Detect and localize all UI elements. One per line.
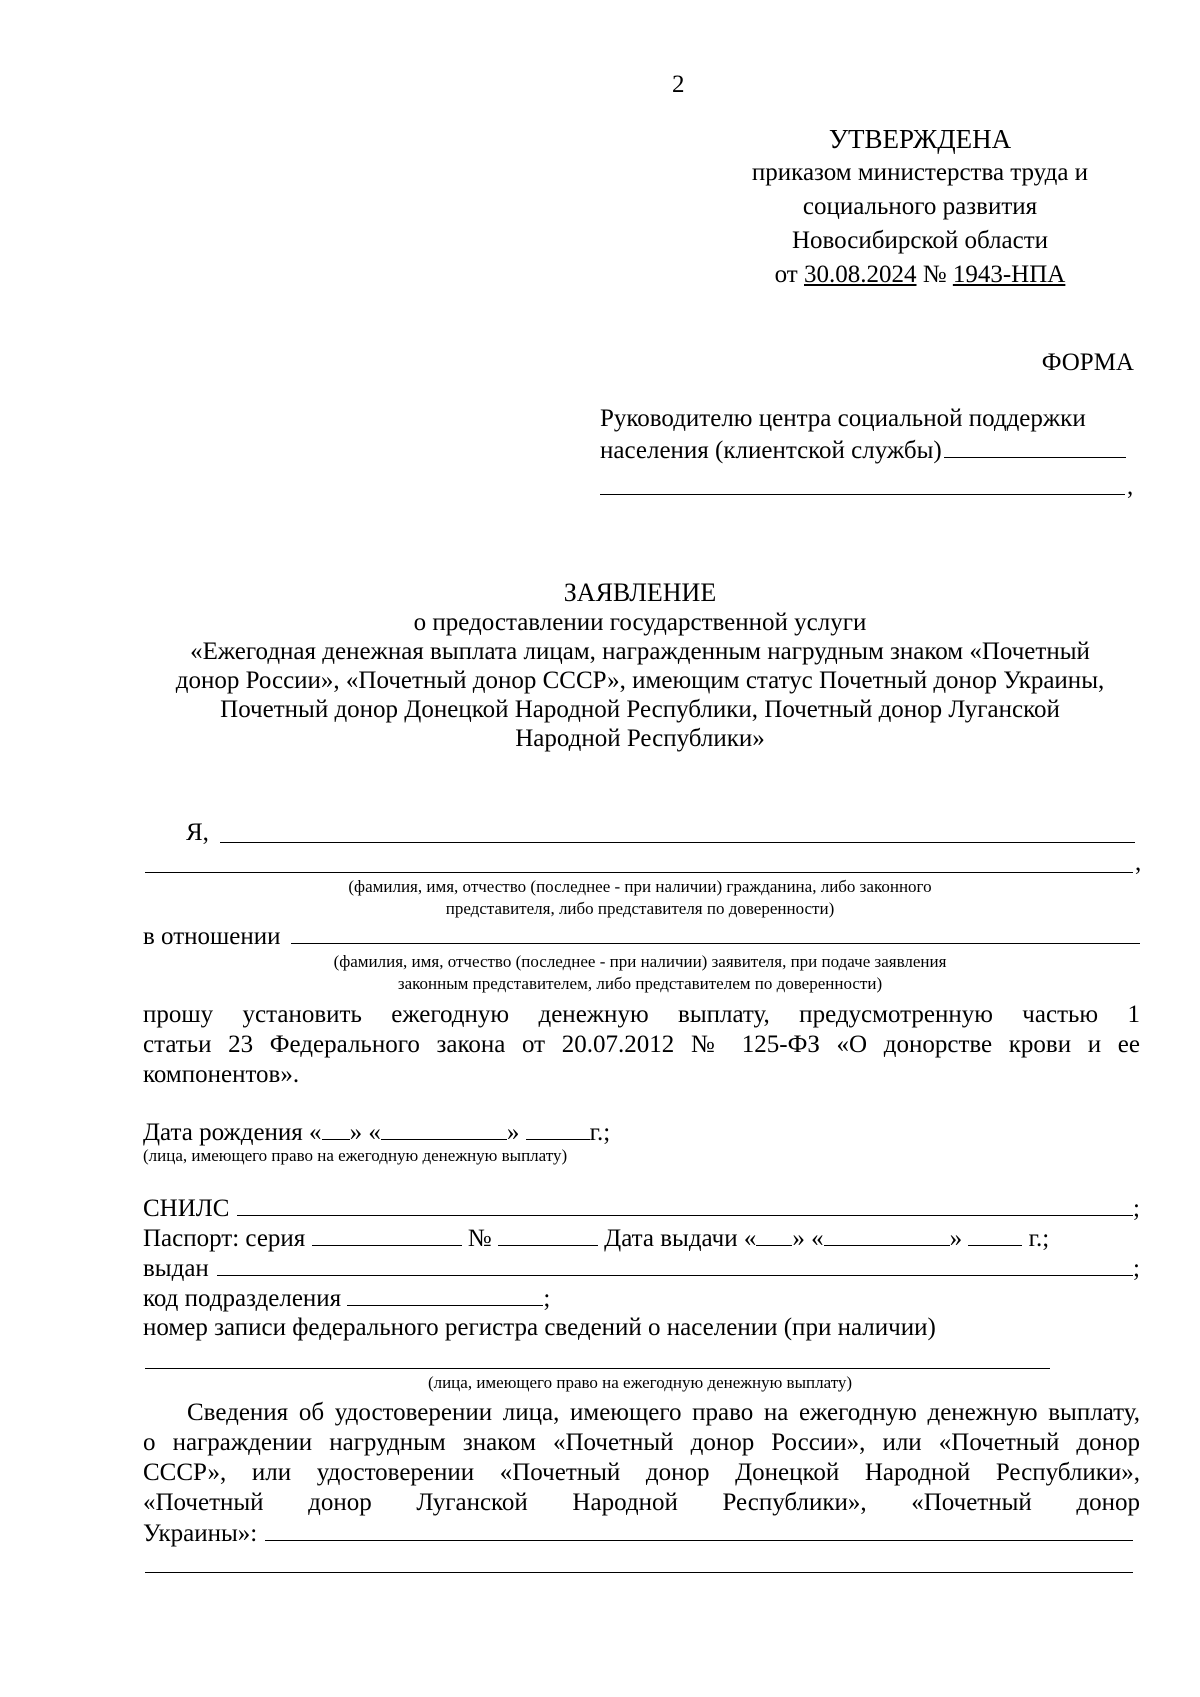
birth-day-field[interactable]	[322, 1117, 350, 1140]
division-label: код подразделения	[143, 1285, 342, 1312]
approval-date-line	[700, 260, 1140, 294]
statement-subtitle-line3: донор России», «Почетный донор СССР», имеющим статус Почетный донор Украины,	[175, 667, 1105, 694]
birth-date-label: Дата рождения «	[143, 1119, 322, 1146]
approval-block	[700, 124, 1140, 294]
addressee-comma: ,	[1127, 473, 1134, 500]
request-paragraph	[143, 1000, 1140, 1090]
register-hint: (лица, имеющего право на ежегодную денежную выплату)	[427, 1373, 853, 1392]
approval-number-sign: №	[922, 261, 947, 288]
request-line2: статьи 23 Федерального закона от 20.07.2012 № 125-ФЗ «О донорстве крови и ее	[143, 1031, 1140, 1058]
statement-subtitle-line4: Почетный донор Донецкой Народной Республики, Почетный донор Луганской	[220, 696, 1060, 723]
birth-year-field[interactable]	[526, 1117, 590, 1140]
approval-date: 30.08.2024	[804, 261, 917, 288]
applicant-name-field-continued[interactable]	[145, 872, 1133, 873]
snils-label: СНИЛС	[143, 1195, 230, 1222]
certificate-field-continued[interactable]	[145, 1572, 1133, 1573]
statement-title: ЗАЯВЛЕНИЕ	[563, 578, 717, 607]
applicant-hint	[145, 876, 1135, 920]
request-line1: прошу установить ежегодную денежную выплату, предусмотренную частью 1	[143, 1001, 1140, 1028]
passport-line	[143, 1223, 1049, 1254]
certificate-line5	[143, 1518, 1133, 1548]
statement-subtitle-line5: Народной Республики»	[515, 725, 765, 752]
birth-quote2: »	[506, 1119, 520, 1146]
applicant-name-field[interactable]	[220, 842, 1135, 843]
passport-quote1: » «	[792, 1225, 824, 1252]
approval-number: 1943-НПА	[952, 261, 1066, 288]
certificate-line4: «Почетный донор Луганской Народной Республики», «Почетный донор	[143, 1489, 1140, 1516]
relation-hint	[145, 951, 1135, 995]
applicant-comma: ,	[1135, 849, 1142, 876]
passport-date-label: Дата выдачи «	[604, 1225, 757, 1252]
issued-line	[143, 1253, 1140, 1284]
approval-line1: приказом министерства труда и	[751, 159, 1089, 186]
certificate-line5-text: Украины»:	[143, 1520, 258, 1547]
passport-year-suffix: г.;	[1028, 1225, 1050, 1252]
applicant-prefix: Я,	[186, 819, 209, 846]
addressee-service-field[interactable]	[944, 435, 1126, 458]
birth-year-suffix: г.;	[589, 1119, 611, 1146]
addressee-line2	[600, 435, 1126, 466]
birth-hint: (лица, имеющего право на ежегодную денежную выплату)	[143, 1146, 568, 1165]
passport-series-field[interactable]	[312, 1223, 462, 1246]
register-line: номер записи федерального регистра сведений о населении (при наличии)	[143, 1314, 936, 1341]
addressee-name-field[interactable]	[600, 494, 1125, 495]
passport-number-sign: №	[467, 1225, 492, 1252]
passport-year-field[interactable]	[968, 1223, 1022, 1246]
certificate-line2: о награждении нагрудным знаком «Почетный донор России», или «Почетный донор	[143, 1429, 1140, 1456]
statement-subtitle-line1: о предоставлении государственной услуги	[413, 609, 867, 636]
snils-end: ;	[1133, 1195, 1140, 1222]
certificate-line3: СССР», или удостоверении «Почетный донор Донецкой Народной Республики»,	[143, 1459, 1140, 1486]
issued-field[interactable]	[217, 1253, 1133, 1276]
snils-line	[143, 1193, 1140, 1224]
approval-line3: Новосибирской области	[791, 227, 1049, 254]
passport-number-field[interactable]	[498, 1223, 598, 1246]
division-end: ;	[543, 1285, 551, 1312]
relation-hint-line2: законным представителем, либо представителем по доверенности)	[397, 974, 883, 993]
register-number-field[interactable]	[145, 1368, 1050, 1369]
birth-quote1: » «	[349, 1119, 381, 1146]
form-label: ФОРМА	[1041, 349, 1134, 376]
addressee-line2-text: населения (клиентской службы)	[600, 437, 942, 464]
issued-end: ;	[1133, 1255, 1140, 1282]
certificate-field[interactable]	[265, 1518, 1133, 1541]
approval-line2: социального развития	[802, 193, 1038, 220]
division-line	[143, 1283, 550, 1314]
passport-month-field[interactable]	[824, 1223, 950, 1246]
snils-field[interactable]	[237, 1193, 1133, 1216]
birth-date-line	[143, 1117, 610, 1148]
passport-day-field[interactable]	[756, 1223, 792, 1246]
request-line3: компонентов».	[143, 1061, 300, 1088]
relation-prefix: в отношении	[143, 923, 281, 950]
statement-subtitle-line2: «Ежегодная денежная выплата лицам, награжденным нагрудным знаком «Почетный	[190, 638, 1090, 665]
certificate-line1: Сведения об удостоверении лица, имеющего право на ежегодную денежную выплату,	[187, 1399, 1140, 1426]
passport-quote2: »	[949, 1225, 963, 1252]
applicant-hint-line2: представителя, либо представителя по доверенности)	[445, 899, 835, 918]
applicant-hint-line1: (фамилия, имя, отчество (последнее - при наличии) гражданина, либо законного	[348, 877, 932, 896]
approval-date-prefix: от	[774, 261, 798, 288]
page-number: 2	[672, 71, 685, 98]
relation-line	[143, 921, 1140, 952]
relation-name-field[interactable]	[291, 921, 1140, 944]
passport-label: Паспорт: серия	[143, 1225, 306, 1252]
certificate-paragraph	[143, 1398, 1140, 1548]
relation-hint-line1: (фамилия, имя, отчество (последнее - при наличии) заявителя, при подаче заявления	[333, 952, 947, 971]
birth-month-field[interactable]	[381, 1117, 507, 1140]
addressee-line1: Руководителю центра социальной поддержки	[600, 405, 1086, 432]
division-code-field[interactable]	[347, 1283, 543, 1306]
statement-title-block	[140, 578, 1140, 753]
approval-title: УТВЕРЖДЕНА	[828, 124, 1012, 154]
issued-label: выдан	[143, 1255, 209, 1282]
